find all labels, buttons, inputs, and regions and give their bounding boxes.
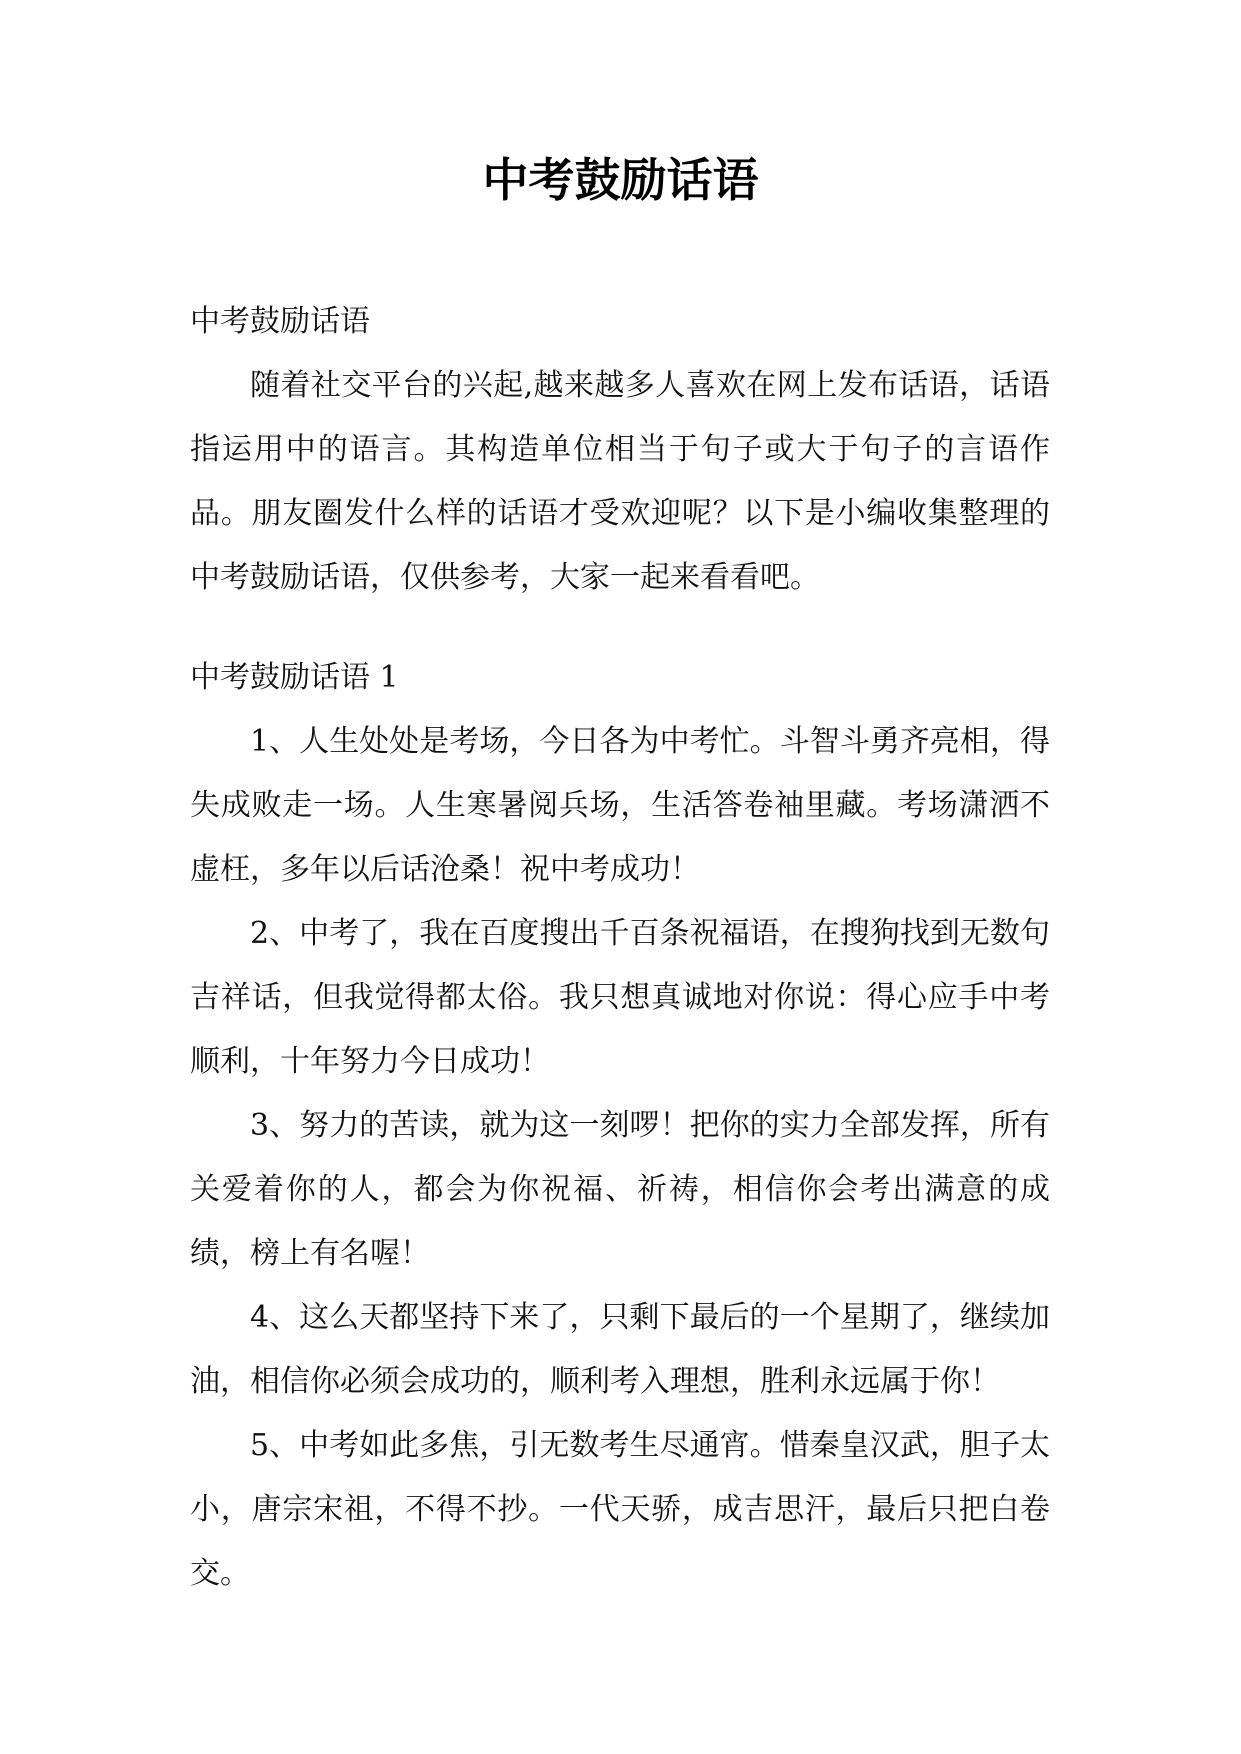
document-body [190, 290, 1050, 1606]
subtitle: 中考鼓励话语 [190, 304, 370, 339]
document-title: 中考鼓励话语 [482, 153, 759, 207]
list-item: 5、中考如此多焦，引无数考生尽通宵。惜秦皇汉武，胆子太小，唐宗宋祖，不得不抄。一代天骄，成吉思汗，最后只把白卷交。 [190, 1428, 1050, 1591]
section-heading: 中考鼓励话语 1 [190, 660, 399, 695]
list-item: 3、努力的苦读，就为这一刻啰！把你的实力全部发挥，所有关爱着你的人，都会为你祝福、祈祷，相信你会考出满意的成绩，榜上有名喔！ [190, 1108, 1050, 1271]
list-item: 2、中考了，我在百度搜出千百条祝福语，在搜狗找到无数句吉祥话，但我觉得都太俗。我只想真诚地对你说：得心应手中考顺利，十年努力今日成功！ [190, 916, 1050, 1079]
list-item: 4、这么天都坚持下来了，只剩下最后的一个星期了，继续加油，相信你必须会成功的，顺利考入理想，胜利永远属于你！ [190, 1300, 1050, 1399]
intro-paragraph: 随着社交平台的兴起,越来越多人喜欢在网上发布话语，话语指运用中的语言。其构造单位相当于句子或大于句子的言语作品。朋友圈发什么样的话语才受欢迎呢？以下是小编收集整理的中考鼓励话语，仅供参考，大家一起来看看吧。 [190, 368, 1050, 595]
list-item: 1、人生处处是考场，今日各为中考忙。斗智斗勇齐亮相，得失成败走一场。人生寒暑阅兵场，生活答卷袖里藏。考场潇洒不虚枉，多年以后话沧桑！祝中考成功！ [190, 724, 1050, 887]
section-spacer [190, 610, 1050, 646]
